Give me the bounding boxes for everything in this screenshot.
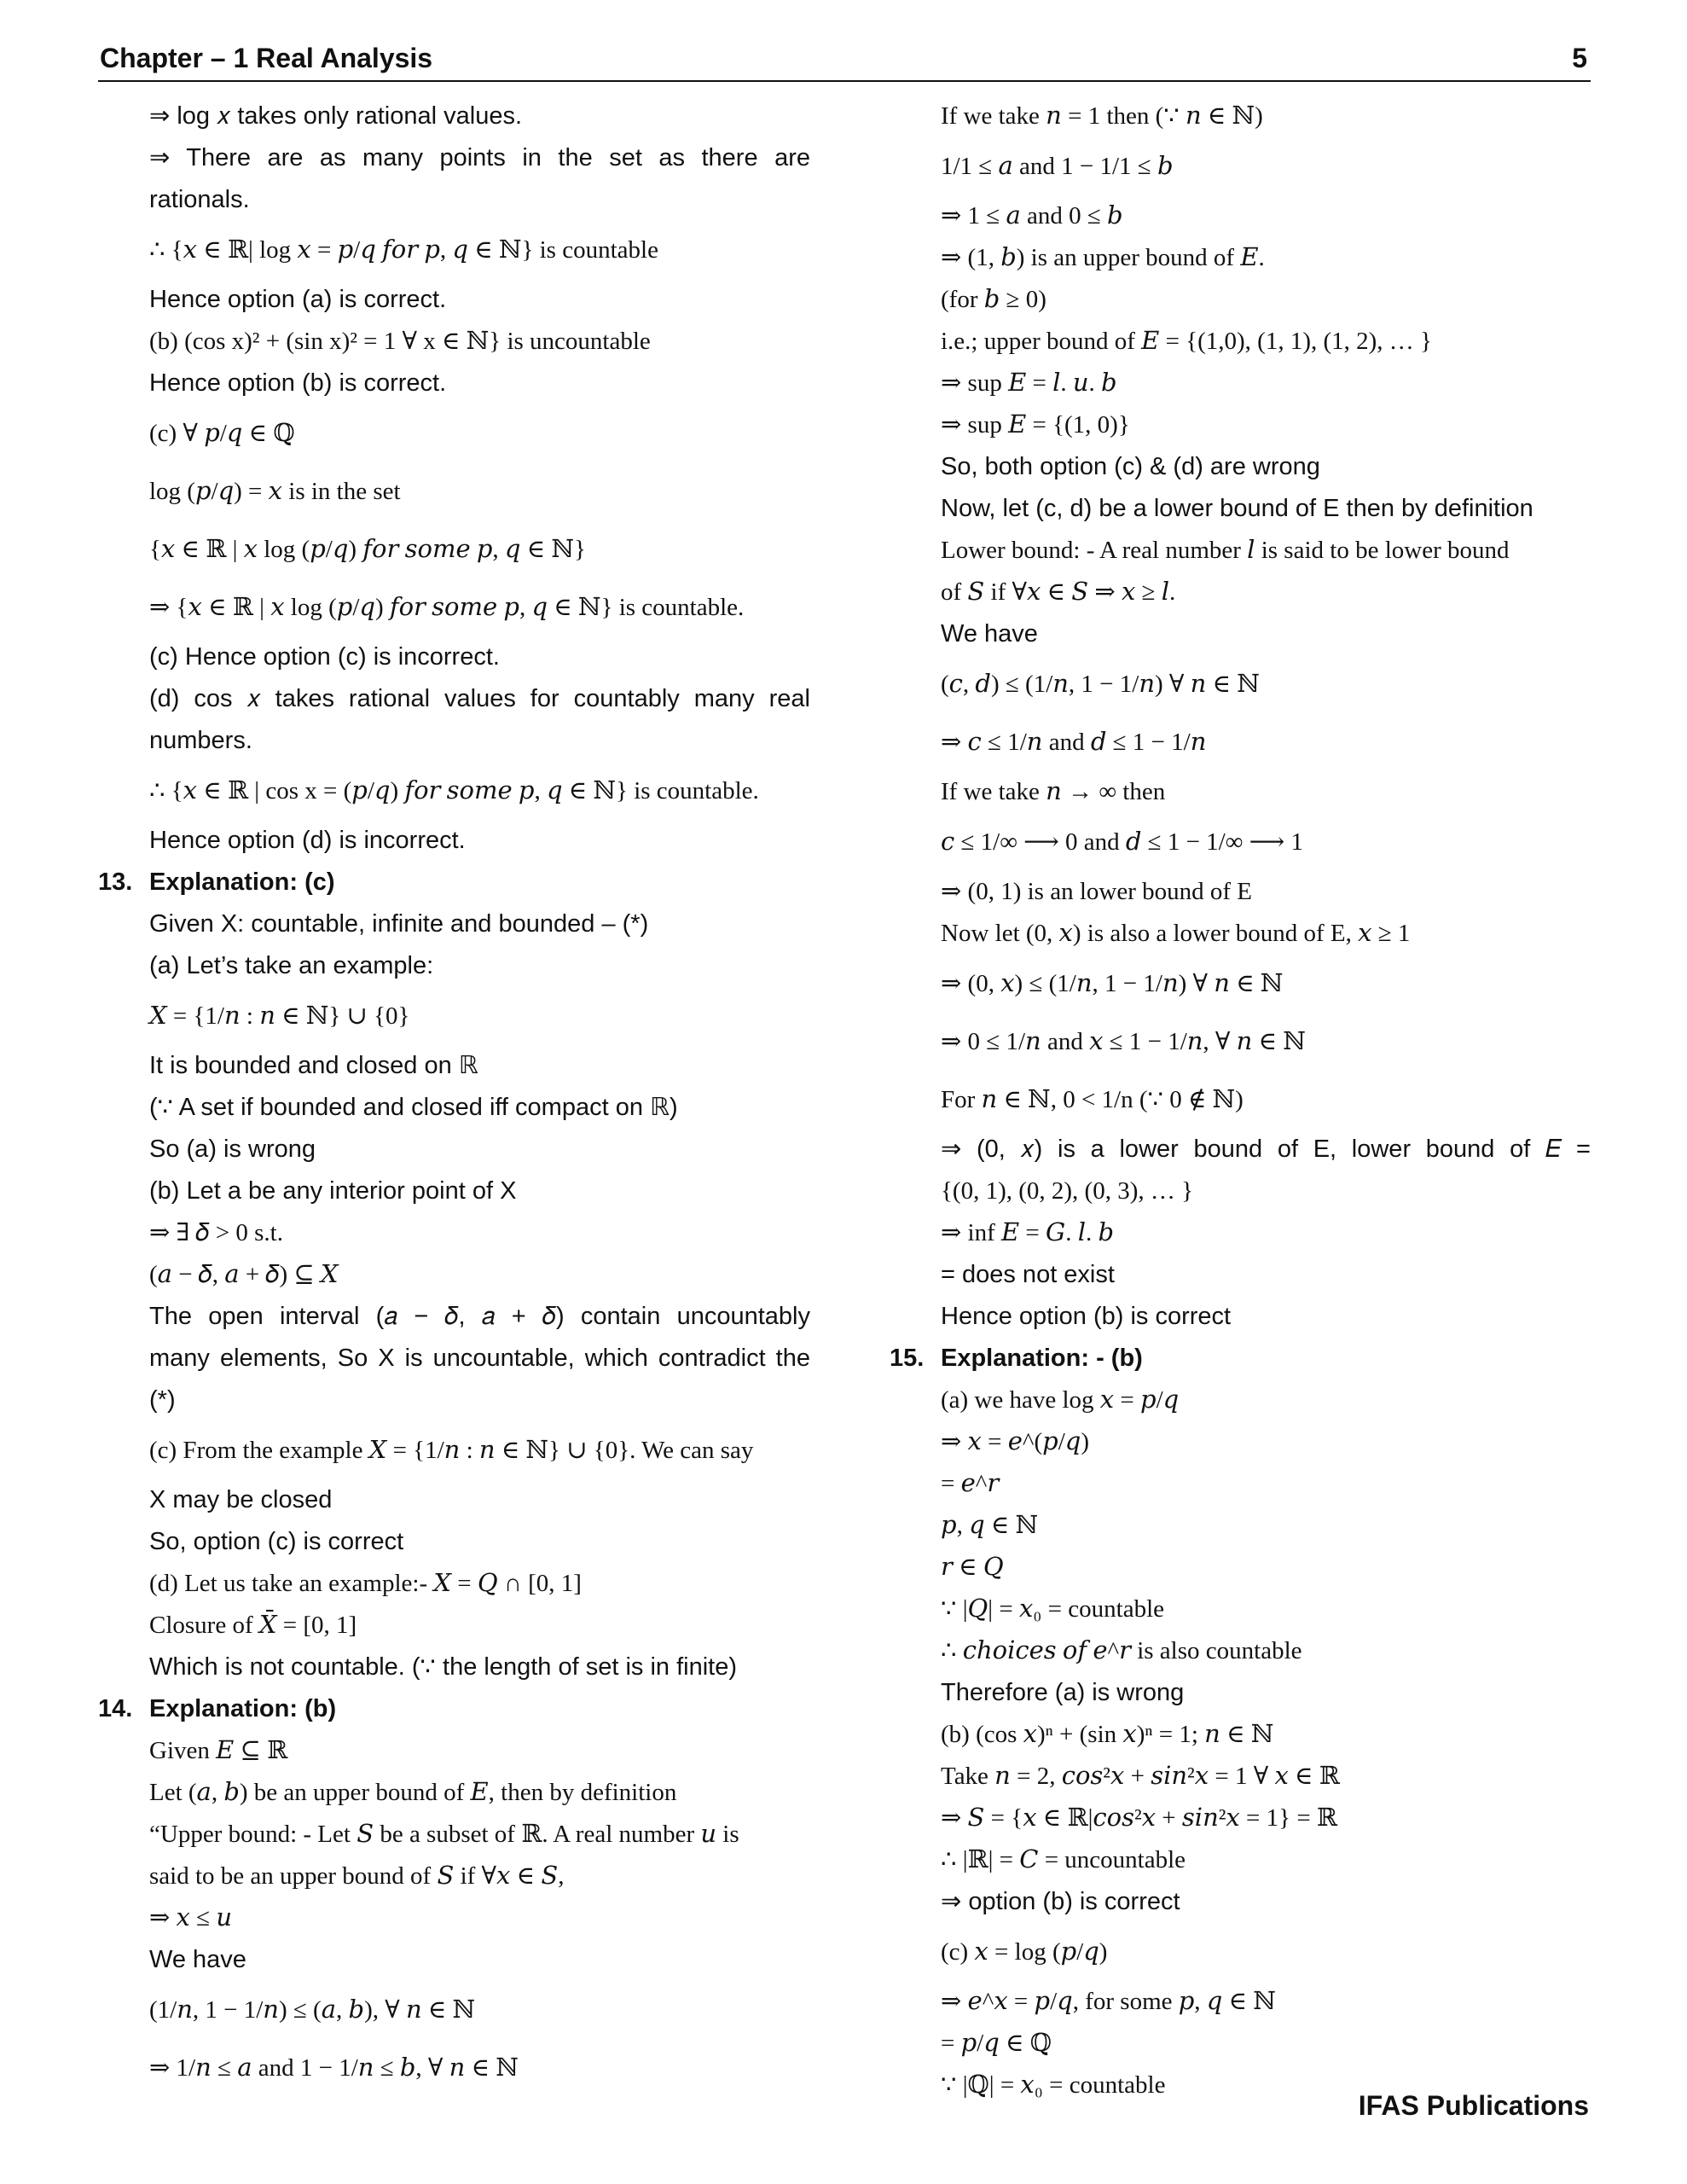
math-line: (b) (cos 𝑥)ⁿ + (sin 𝑥)ⁿ = 1; 𝑛 ∈ ℕ [941, 1721, 1274, 1748]
right-column [890, 96, 1591, 2106]
math-line: ⇒ sup 𝐸 = {(1, 0)} [941, 411, 1130, 439]
math-line: 1/1 ≤ 𝑎 and 1 − 1/1 ≤ 𝑏 [941, 153, 1174, 180]
math-line: (𝑐, 𝑑) ≤ (1/𝑛, 1 − 1/𝑛) ∀ 𝑛 ∈ ℕ [941, 671, 1260, 698]
math-line: of 𝑆 if ∀𝑥 ∈ 𝑆 ⇒ 𝑥 ≥ 𝑙. [941, 578, 1176, 606]
text-line: numbers. [149, 727, 252, 754]
math-line: {𝑥 ∈ ℝ | 𝑥 log (𝑝/𝑞) 𝑓𝑜𝑟 𝑠𝑜𝑚𝑒 𝑝, 𝑞 ∈ ℕ} [149, 536, 586, 563]
text-line: Which is not countable. (∵ the length of set is in finite) [149, 1653, 738, 1681]
text-line: X may be closed [149, 1486, 333, 1513]
math-line: If we take 𝑛 = 1 then (∵ 𝑛 ∈ ℕ) [941, 102, 1263, 130]
math-line: 𝑐 ≤ 1/∞ ⟶ 0 and 𝑑 ≤ 1 − 1/∞ ⟶ 1 [941, 828, 1303, 856]
text-line: So (a) is wrong [149, 1136, 316, 1163]
text-line: Hence option (a) is correct. [149, 286, 447, 313]
text-line: The open interval (𝑎 − 𝛿, 𝑎 + 𝛿) contain uncountably [149, 1303, 810, 1330]
math-line: ∴ {𝑥 ∈ ℝ | cos x = (𝑝/𝑞) 𝑓𝑜𝑟 𝑠𝑜𝑚𝑒 𝑝, 𝑞 ∈ ℕ} is countable. [149, 777, 759, 804]
section-heading [98, 1688, 810, 1730]
math-line: (c) ∀ 𝑝/𝑞 ∈ ℚ [149, 420, 295, 447]
math-line: “Upper bound: - Let 𝑆 be a subset of ℝ. A real number 𝑢 is [149, 1821, 739, 1848]
math-line: (for 𝑏 ≥ 0) [941, 286, 1046, 313]
text-line: Therefore (a) is wrong [941, 1679, 1185, 1706]
math-line: ⇒ (0, 1) is an lower bound of E [941, 878, 1252, 905]
text-line: ⇒ option (b) is correct [941, 1888, 1180, 1915]
math-line: ⇒ 𝑥 ≤ 𝑢 [149, 1904, 232, 1931]
math-line: ⇒ 𝑆 = {𝑥 ∈ ℝ|𝑐𝑜𝑠²𝑥 + 𝑠𝑖𝑛²𝑥 = 1} = ℝ [941, 1804, 1338, 1832]
math-line: ∴ |ℝ| = 𝐶 = uncountable [941, 1846, 1186, 1873]
heading-text: Explanation: (c) [149, 868, 335, 896]
math-line: Lower bound: - A real number 𝑙 is said to be lower bound [941, 537, 1510, 564]
math-line: said to be an upper bound of 𝑆 if ∀𝑥 ∈ 𝑆, [149, 1862, 565, 1890]
math-line: ∵ |ℚ| = 𝑥₀ = countable [941, 2071, 1166, 2099]
question-number: 14. [98, 1695, 133, 1722]
text-line: ⇒ There are as many points in the set as there are [149, 144, 810, 171]
text-line: many elements, So X is uncountable, which contradict the [149, 1345, 810, 1372]
math-line: 𝑝, 𝑞 ∈ ℕ [941, 1512, 1039, 1539]
heading-text: Explanation: (b) [149, 1695, 337, 1722]
math-line: ∴ 𝑐ℎ𝑜𝑖𝑐𝑒𝑠 𝑜𝑓 𝑒^𝑟 is also countable [941, 1637, 1302, 1664]
math-line: Now let (0, 𝑥) is also a lower bound of E, 𝑥 ≥ 1 [941, 920, 1411, 947]
math-line: ⇒ 1 ≤ 𝑎 and 0 ≤ 𝑏 [941, 202, 1123, 229]
math-line: ∵ |𝑄| = 𝑥₀ = countable [941, 1595, 1164, 1623]
math-line: ⇒ (0, 𝑥) ≤ (1/𝑛, 1 − 1/𝑛) ∀ 𝑛 ∈ ℕ [941, 970, 1284, 997]
math-line: ⇒ 𝑥 = 𝑒^(𝑝/𝑞) [941, 1428, 1090, 1455]
section-heading [890, 1338, 1591, 1380]
math-line: = 𝑝/𝑞 ∈ ℚ [941, 2030, 1052, 2057]
text-line: (b) Let a be any interior point of X [149, 1177, 517, 1205]
text-line: ⇒ (0, 𝑥) is a lower bound of E, lower bound of 𝐸 = [941, 1136, 1591, 1163]
math-line: (c) 𝑥 = log (𝑝/𝑞) [941, 1938, 1108, 1966]
math-line: 𝑟 ∈ 𝑄 [941, 1554, 1004, 1581]
math-line: (b) (cos x)² + (sin x)² = 1 ∀ x ∈ ℕ} is uncountable [149, 328, 651, 355]
text-line: Hence option (b) is correct [941, 1303, 1232, 1330]
math-line: If we take 𝑛 → ∞ then [941, 778, 1166, 805]
page-header [98, 39, 1591, 82]
math-line: ⇒ 0 ≤ 1/𝑛 and 𝑥 ≤ 1 − 1/𝑛, ∀ 𝑛 ∈ ℕ [941, 1028, 1306, 1055]
math-line: (1/𝑛, 1 − 1/𝑛) ≤ (𝑎, 𝑏), ∀ 𝑛 ∈ ℕ [149, 1996, 476, 2024]
text-line: ⇒ log 𝑥 takes only rational values. [149, 102, 523, 130]
left-column [98, 96, 810, 2097]
text-line: It is bounded and closed on ℝ [149, 1052, 478, 1079]
math-line: Take 𝑛 = 2, 𝑐𝑜𝑠²𝑥 + 𝑠𝑖𝑛²𝑥 = 1 ∀ 𝑥 ∈ ℝ [941, 1763, 1340, 1790]
text-line: Given X: countable, infinite and bounded – (*) [149, 910, 649, 938]
math-line: (𝑎 − 𝛿, 𝑎 + 𝛿) ⊆ 𝑋 [149, 1261, 339, 1288]
math-line: (c) From the example 𝑋 = {1/𝑛 : 𝑛 ∈ ℕ} ∪ {0}. We can say [149, 1437, 754, 1464]
question-number: 15. [890, 1345, 925, 1372]
math-line: (d) Let us take an example:- 𝑋 = 𝑄 ∩ [0, 1] [149, 1570, 582, 1597]
text-line: (a) Let’s take an example: [149, 952, 434, 979]
text-line: (c) Hence option (c) is incorrect. [149, 643, 500, 671]
math-line: i.e.; upper bound of 𝐸 = {(1,0), (1, 1), (1, 2), … } [941, 328, 1432, 355]
chapter-title: Chapter – 1 Real Analysis [100, 43, 433, 73]
text-line: So, both option (c) & (d) are wrong [941, 453, 1320, 480]
text-line: So, option (c) is correct [149, 1528, 404, 1555]
publisher-footer: IFAS Publications [1358, 2090, 1589, 2121]
text-line: (d) cos 𝑥 takes rational values for countably many real [149, 685, 810, 712]
text-line: = does not exist [941, 1261, 1115, 1288]
text-line: Hence option (d) is incorrect. [149, 827, 466, 854]
math-line: ⇒ {𝑥 ∈ ℝ | 𝑥 log (𝑝/𝑞) 𝑓𝑜𝑟 𝑠𝑜𝑚𝑒 𝑝, 𝑞 ∈ ℕ} is countable. [149, 594, 745, 621]
page-number: 5 [1572, 43, 1587, 73]
text-line: Now, let (c, d) be a lower bound of E then by definition [941, 495, 1533, 522]
heading-text: Explanation: - (b) [941, 1345, 1143, 1372]
question-number: 13. [98, 868, 133, 896]
math-line: ⇒ ∃ 𝛿 > 0 s.t. [149, 1219, 283, 1246]
math-line: Closure of 𝑋̄ = [0, 1] [149, 1612, 357, 1639]
text-line: (∵ A set if bounded and closed iff compact on ℝ) [149, 1094, 678, 1121]
math-line: (a) we have log 𝑥 = 𝑝/𝑞 [941, 1386, 1180, 1414]
text-line: rationals. [149, 186, 250, 213]
math-line: {(0, 1), (0, 2), (0, 3), … } [941, 1177, 1194, 1205]
text-line: We have [941, 620, 1038, 648]
math-line: ⇒ sup 𝐸 = 𝑙. 𝑢. 𝑏 [941, 369, 1117, 397]
math-line: ∴ {𝑥 ∈ ℝ| log 𝑥 = 𝑝/𝑞 𝑓𝑜𝑟 𝑝, 𝑞 ∈ ℕ} is countable [149, 236, 658, 264]
math-line: Given 𝐸 ⊆ ℝ [149, 1737, 288, 1764]
math-line: 𝑋 = {1/𝑛 : 𝑛 ∈ ℕ} ∪ {0} [149, 1002, 410, 1030]
text-line: Hence option (b) is correct. [149, 369, 447, 397]
math-line: Let (𝑎, 𝑏) be an upper bound of 𝐸, then by definition [149, 1779, 677, 1806]
section-heading [98, 862, 810, 903]
text-line: We have [149, 1946, 246, 1973]
math-line: ⇒ (1, 𝑏) is an upper bound of 𝐸. [941, 244, 1265, 271]
math-line: For 𝑛 ∈ ℕ, 0 < 1/n (∵ 0 ∉ ℕ) [941, 1086, 1244, 1113]
math-line: ⇒ 1/𝑛 ≤ 𝑎 and 1 − 1/𝑛 ≤ 𝑏, ∀ 𝑛 ∈ ℕ [149, 2054, 519, 2082]
math-line: ⇒ 𝑒^𝑥 = 𝑝/𝑞, for some 𝑝, 𝑞 ∈ ℕ [941, 1988, 1276, 2015]
math-line: = 𝑒^𝑟 [941, 1470, 1000, 1497]
math-line: ⇒ 𝑐 ≤ 1/𝑛 and 𝑑 ≤ 1 − 1/𝑛 [941, 729, 1207, 756]
text-line: (*) [149, 1386, 176, 1414]
math-line: log (𝑝/𝑞) = 𝑥 is in the set [149, 478, 401, 505]
math-line: ⇒ inf 𝐸 = 𝐺. 𝑙. 𝑏 [941, 1219, 1115, 1246]
